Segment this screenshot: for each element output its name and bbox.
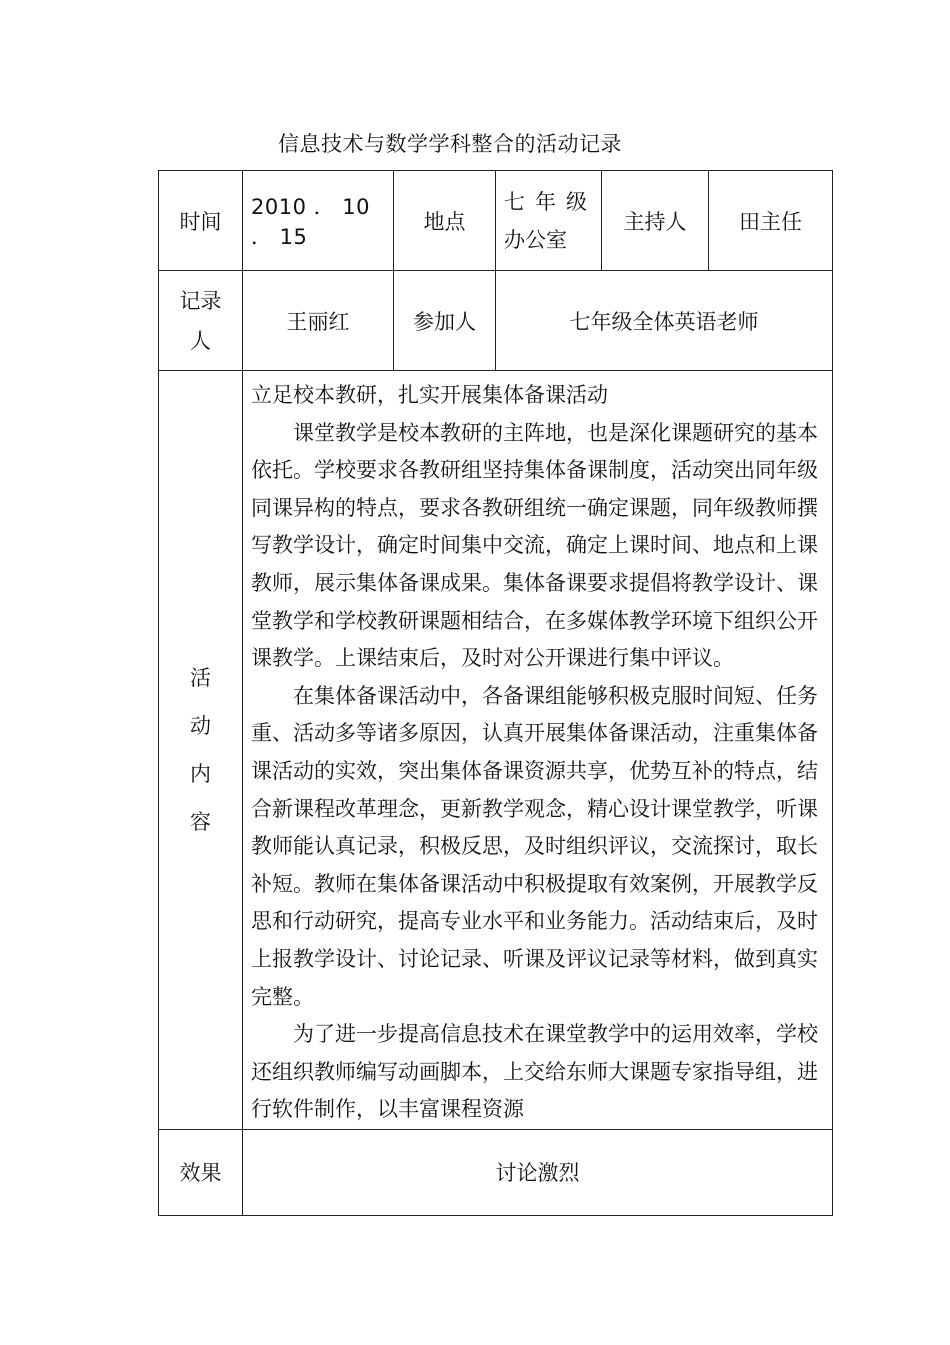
activity-paragraph: 在集体备课活动中，各备课组能够积极克服时间短、任务重、活动多等诸多原因，认真开展集体备课活动，注重集体备课活动的实效，突出集体备课资源共享，优势互补的特点，结合新课程改革理念，更新教学观念，精心设计课堂教学，听课教师能认真记录，积极反思，及时组织评议，交流探讨，取长补短。教师在集体备课活动中积极提取有效案例，开展教学反思和行动研究，提高专业水平和业务能力。活动结束后，及时上报教学设计、讨论记录、听课及评议记录等材料，做到真实完整。 [251,683,818,1009]
activity-content-label [159,371,243,1130]
place-label: 地点 [394,171,496,271]
activity-record-table [158,170,833,1216]
recorder-label-line1: 记录 [179,288,222,313]
host-value: 田主任 [709,171,833,271]
effect-value: 讨论激烈 [243,1129,833,1215]
activity-label-char: 容 [190,809,211,834]
activity-label-char: 内 [190,761,211,786]
place-value-line2: 办公室 [504,227,567,252]
activity-paragraph: 课堂教学是校本教研的主阵地，也是深化课题研究的基本依托。学校要求各教研组坚持集体备课制度，活动突出同年级同课异构的特点，要求各教研组统一确定课题，同年级教师撰写教学设计，确定时间集中交流，确定上课时间、地点和上课教师，展示集体备课成果。集体备课要求提倡将教学设计、课堂教学和学校教研课题相结合，在多媒体教学环境下组织公开课教学。上课结束后，及时对公开课进行集中评议。 [251,420,818,671]
recorder-label-line2: 人 [190,328,211,353]
activity-content [243,371,833,1130]
activity-paragraph: 为了进一步提高信息技术在课堂教学中的运用效率，学校还组织教师编写动画脚本，上交给东师大课题专家指导组，进行软件制作，以丰富课程资源 [251,1022,818,1122]
participants-label: 参加人 [394,271,496,371]
activity-label-char: 动 [190,713,211,738]
activity-label-char: 活 [190,665,211,690]
page-title: 信息技术与数学学科整合的活动记录 [278,132,622,156]
recorder-value: 王丽红 [243,271,394,371]
recorder-label [159,271,243,371]
activity-heading: 立足校本教研，扎实开展集体备课活动 [251,383,608,407]
host-label: 主持人 [602,171,709,271]
effect-label: 效果 [159,1129,243,1215]
participants-value: 七年级全体英语老师 [496,271,833,371]
time-value: 2010 ． 10 ． 15 [243,171,394,271]
place-value-line1: 七年级 [504,189,597,214]
time-label: 时间 [159,171,243,271]
place-value [496,171,602,271]
